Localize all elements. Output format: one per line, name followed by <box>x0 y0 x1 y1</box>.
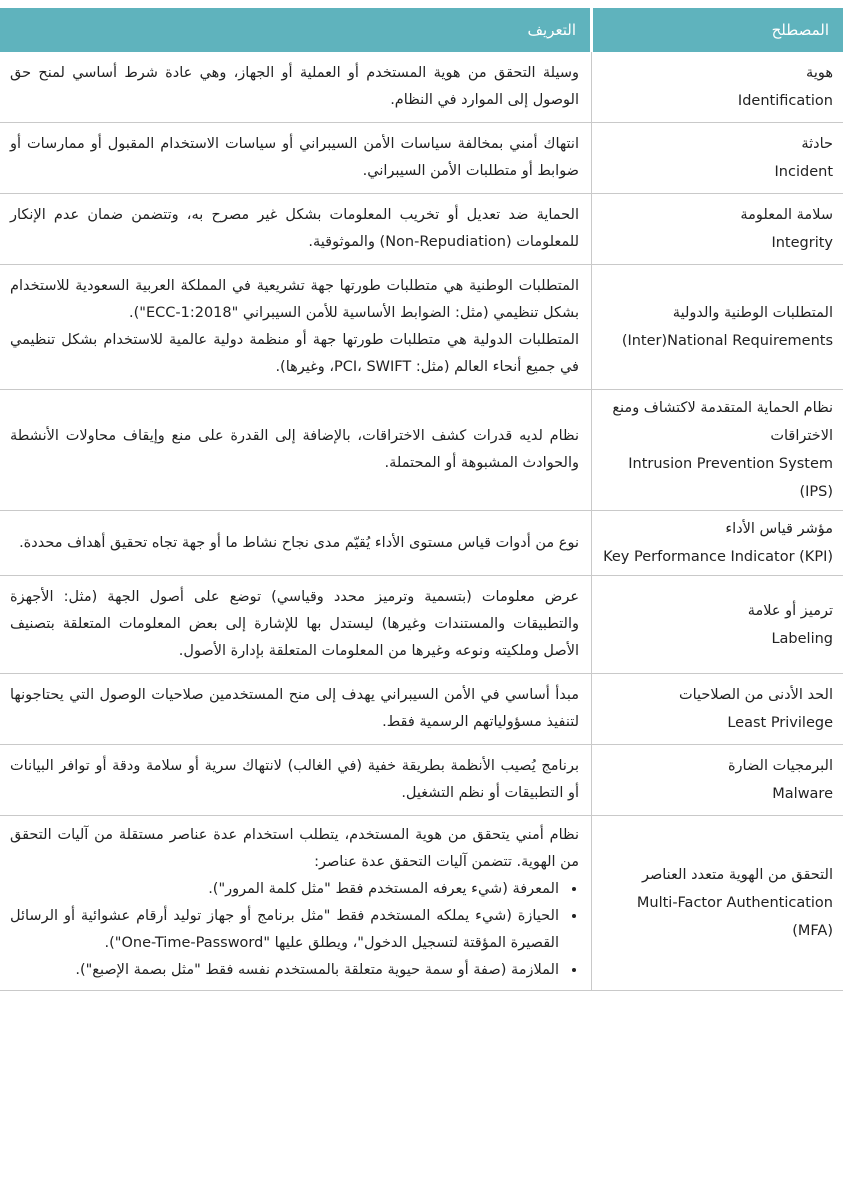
term-cell <box>592 265 844 390</box>
term-cell <box>592 674 844 745</box>
definition-cell <box>0 123 592 194</box>
definition-cell <box>0 576 592 674</box>
definition-paragraph: الحماية ضد تعديل أو تخريب المعلومات بشكل غير مصرح به، وتتضمن ضمان عدم الإنكار للمعلومات (Non-Repudiation) والموثوقية. <box>10 207 579 250</box>
term-arabic: نظام الحماية المتقدمة لاكتشاف ومنع الاختراقات <box>612 400 833 444</box>
term-cell <box>592 816 844 991</box>
table-row <box>0 123 843 194</box>
definition-column-header: التعريف <box>0 8 592 52</box>
definition-paragraph: المتطلبات الدولية هي متطلبات طورتها جهة أو منظمة دولية عالمية للاستخدام بشكل تنظيمي في جميع أنحاء العالم (مثل: PCI، SWIFT، وغيرها). <box>10 332 579 375</box>
definition-bullet-list <box>10 876 579 984</box>
table-row <box>0 745 843 816</box>
definition-paragraph: نوع من أدوات قياس مستوى الأداء يُقيّم مدى نجاح نشاط ما أو جهة تجاه تحقيق أهداف محددة. <box>19 534 579 551</box>
table-row <box>0 816 843 991</box>
table-row <box>0 576 843 674</box>
term-arabic: هوية <box>806 65 833 81</box>
table-row <box>0 194 843 265</box>
definition-cell <box>0 265 592 390</box>
glossary-table-wrapper <box>0 8 843 991</box>
definition-cell <box>0 390 592 511</box>
definition-paragraph: انتهاك أمني بمخالفة سياسات الأمن السيبراني أو سياسات الاستخدام المقبول أو ممارسات أو ضوابط أو متطلبات الأمن السيبراني. <box>10 136 579 179</box>
term-arabic: حادثة <box>801 136 833 152</box>
definition-paragraph: مبدأ أساسي في الأمن السيبراني يهدف إلى منح المستخدمين صلاحيات الوصول التي يحتاجونها لتنفيذ مسؤولياتهم الرسمية فقط. <box>10 687 579 730</box>
table-row <box>0 52 843 123</box>
term-arabic: المتطلبات الوطنية والدولية <box>672 305 833 321</box>
term-cell <box>592 576 844 674</box>
definition-cell <box>0 52 592 123</box>
term-english: Labeling <box>771 630 833 647</box>
term-cell <box>592 390 844 511</box>
term-english: Intrusion Prevention System (IPS) <box>628 456 833 500</box>
definition-cell <box>0 194 592 265</box>
term-english: Least Privilege <box>727 715 833 731</box>
table-body <box>0 52 843 991</box>
term-cell <box>592 123 844 194</box>
term-arabic: التحقق من الهوية متعدد العناصر <box>641 867 833 883</box>
definition-bullet-item: • الملازمة (صفة أو سمة حيوية متعلقة بالمستخدم نفسه فقط "مثل بصمة الإصبع"). <box>10 957 561 984</box>
term-arabic: البرمجيات الضارة <box>727 758 833 774</box>
table-row <box>0 390 843 511</box>
term-cell <box>592 52 844 123</box>
definition-cell <box>0 511 592 576</box>
term-english: Integrity <box>771 235 833 251</box>
glossary-table <box>0 8 843 991</box>
term-english: Key Performance Indicator (KPI) <box>603 549 833 565</box>
term-arabic: الحد الأدنى من الصلاحيات <box>678 687 833 703</box>
definition-cell <box>0 674 592 745</box>
term-cell <box>592 745 844 816</box>
definition-cell <box>0 816 592 991</box>
definition-paragraph: عرض معلومات (بتسمية وترميز محدد وقياسي) توضع على أصول الجهة (مثل: الأجهزة والتطبيقات والمستندات وغيرها) ليستدل بها للإشارة إلى بعض المعلومات المتعلقة بتصنيف الأصل وملكيته ونوعه وغيرها من المعلومات المتعلقة بإدارة الأصول. <box>10 589 579 659</box>
definition-paragraph: برنامج يُصيب الأنظمة بطريقة خفية (في الغالب) لانتهاك سرية أو سلامة ودقة أو توافر البيانات أو التطبيقات أو نظم التشغيل. <box>10 758 579 801</box>
table-row <box>0 511 843 576</box>
definition-paragraph: المتطلبات الوطنية هي متطلبات طورتها جهة تشريعية في المملكة العربية السعودية للاستخدام بشكل تنظيمي (مثل: الضوابط الأساسية للأمن السيبراني "ECC-1:2018"). <box>10 278 579 321</box>
term-arabic: مؤشر قياس الأداء <box>725 521 833 537</box>
table-row <box>0 674 843 745</box>
term-arabic: سلامة المعلومة <box>740 207 833 223</box>
term-cell <box>592 511 844 576</box>
definition-paragraph: وسيلة التحقق من هوية المستخدم أو العملية أو الجهاز، وهي عادة شرط أساسي لمنح حق الوصول إلى الموارد في النظام. <box>10 65 579 108</box>
definition-bullet-item: • المعرفة (شيء يعرفه المستخدم فقط "مثل كلمة المرور"). <box>10 876 561 903</box>
definition-cell <box>0 745 592 816</box>
term-arabic: ترميز أو علامة <box>747 602 833 619</box>
term-english: Malware <box>772 786 833 802</box>
definition-bullet-item: • الحيازة (شيء يملكه المستخدم فقط "مثل برنامج أو جهاز توليد أرقام عشوائية أو الرسائل القصيرة المؤقتة لتسجيل الدخول"، ويطلق عليها "One-Time-Password"). <box>10 903 561 957</box>
term-english: Identification <box>737 93 833 109</box>
term-cell <box>592 194 844 265</box>
term-english: (Inter)National Requirements <box>621 333 833 349</box>
table-row <box>0 265 843 390</box>
definition-paragraph: نظام أمني يتحقق من هوية المستخدم، يتطلب استخدام عدة عناصر مستقلة من آليات التحقق من الهوية. تتضمن آليات التحقق عدة عناصر: <box>10 827 579 870</box>
definition-paragraph: نظام لديه قدرات كشف الاختراقات، بالإضافة إلى القدرة على منع وإيقاف محاولات الأنشطة والحوادث المشبوهة أو المحتملة. <box>10 428 579 471</box>
term-column-header: المصطلح <box>592 8 844 52</box>
term-english: Incident <box>774 164 833 180</box>
term-english: Multi-Factor Authentication (MFA) <box>636 895 833 939</box>
table-header-row <box>0 8 843 52</box>
